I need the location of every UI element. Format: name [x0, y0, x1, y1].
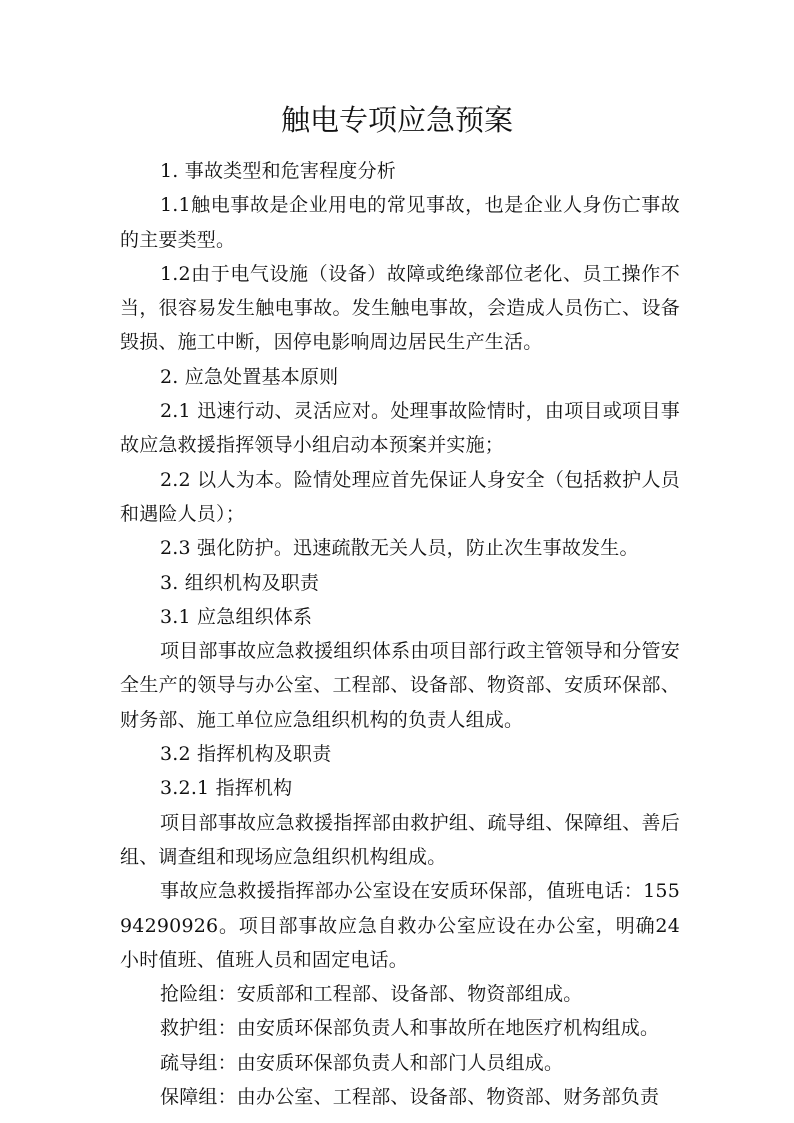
paragraph: 救护组：由安质环保部负责人和事故所在地医疗机构组成。: [160, 1017, 660, 1040]
paragraph: 疏导组：由安质环保部负责人和部门人员组成。: [160, 1051, 564, 1074]
document-title: 触电专项应急预案: [280, 103, 513, 137]
paragraph: 2.3 强化防护。迅速疏散无关人员，防止次生事故发生。: [160, 537, 639, 560]
paragraph: 2.2 以人为本。险情处理应首先保证人身安全（包括救护人员和遇险人员）；: [120, 468, 680, 525]
paragraph: 事故应急救援指挥部办公室设在安质环保部，值班电话：15594290926。项目部事故应急自救办公室应设在办公室，明确24小时值班、值班人员和固定电话。: [120, 880, 680, 971]
paragraph: 2.1 迅速行动、灵活应对。处理事故险情时，由项目或项目事故应急救援指挥领导小组启动本预案并实施；: [120, 400, 680, 457]
subsection-heading: 3.2 指挥机构及职责: [160, 743, 332, 766]
section-heading: 3. 组织机构及职责: [160, 571, 320, 594]
paragraph: 保障组：由办公室、工程部、设备部、物资部、财务部负责: [160, 1086, 660, 1109]
subsection-heading: 3.2.1 指挥机构: [160, 777, 293, 800]
section-heading: 2. 应急处置基本原则: [160, 365, 339, 388]
paragraph: 项目部事故应急救援组织体系由项目部行政主管领导和分管安全生产的领导与办公室、工程部、设备部、物资部、安质环保部、财务部、施工单位应急组织机构的负责人组成。: [120, 640, 680, 731]
paragraph: 抢险组：安质部和工程部、设备部、物资部组成。: [160, 983, 583, 1006]
paragraph: 项目部事故应急救援指挥部由救护组、疏导组、保障组、善后组、调查组和现场应急组织机构组成。: [120, 811, 680, 868]
section-heading: 1. 事故类型和危害程度分析: [160, 160, 396, 182]
subsection-heading: 3.1 应急组织体系: [160, 605, 313, 628]
paragraph: 1.1触电事故是企业用电的常见事故，也是企业人身伤亡事故的主要类型。: [120, 194, 680, 251]
paragraph: 1.2由于电气设施（设备）故障或绝缘部位老化、员工操作不当，很容易发生触电事故。发生触电事故，会造成人员伤亡、设备毁损、施工中断，因停电影响周边居民生产生活。: [120, 262, 680, 354]
document-body: [120, 154, 680, 1114]
